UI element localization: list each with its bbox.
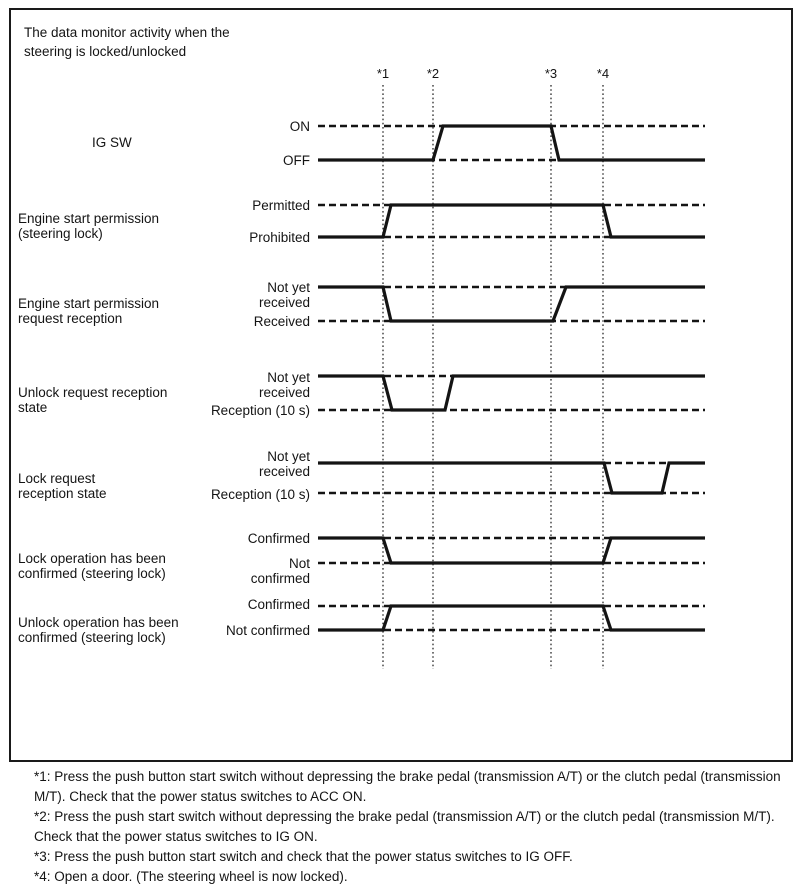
unlock-request-reception-state-level-label-0: [259, 370, 310, 400]
engine-start-permission-request-reception-label: [18, 296, 159, 326]
footnotes: [34, 767, 798, 887]
engine-start-permission-request-reception-level-label-1: [254, 314, 310, 329]
unlock-operation-confirmed-level-label-1-line: Not confirmed: [225, 622, 310, 638]
footnote-2-line: *2: Press the push start switch without depressing the brake pedal (transmission A/T) or the clutch pedal (transmission M/T).: [34, 809, 775, 824]
unlock-request-reception-state-trace: [318, 376, 705, 410]
lock-operation-confirmed-level-label-1-line: confirmed: [250, 570, 310, 586]
footnote-1-line: M/T). Check that the power status switches to ACC ON.: [34, 789, 367, 804]
engine-start-permission-request-reception-level-label-0-line: received: [258, 294, 310, 310]
footnote-1-line: *1: Press the push button start switch without depressing the brake pedal (transmission A/T) or the clutch pedal (transmission: [34, 769, 781, 784]
unlock-operation-confirmed-level-label-0-line: Confirmed: [247, 596, 310, 612]
lock-operation-confirmed-level-label-0: [248, 531, 310, 546]
lock-operation-confirmed-label: [18, 551, 166, 581]
unlock-operation-confirmed-level-label-0: [248, 597, 310, 612]
engine-start-permission-label-line: Engine start permission: [18, 210, 160, 226]
engine-start-permission-request-reception-level-label-1-line: Received: [253, 313, 310, 329]
engine-start-permission-label-line: (steering lock): [18, 225, 103, 241]
lock-request-reception-state-level-label-1-line: Reception (10 s): [210, 486, 310, 502]
lock-request-reception-state-level-label-0: [259, 449, 310, 479]
engine-start-permission-request-reception-level-label-0-line: Not yet: [267, 279, 310, 295]
lock-operation-confirmed-level-label-1-line: Not: [288, 555, 310, 571]
timing-marker-label-1: *1: [376, 66, 390, 81]
lock-operation-confirmed-label-line: confirmed (steering lock): [18, 565, 166, 581]
unlock-request-reception-state-level-label-0-line: Not yet: [267, 369, 310, 385]
ig-sw-level-label-0-line: ON: [289, 118, 310, 134]
footnote-2-line: Check that the power status switches to IG ON.: [34, 829, 318, 844]
engine-start-permission-request-reception-label-line: request reception: [18, 310, 123, 326]
engine-start-permission-level-label-0-line: Permitted: [252, 197, 310, 213]
timing-marker-label-2: *2: [426, 66, 440, 81]
lock-operation-confirmed-level-label-1: [251, 556, 310, 586]
lock-request-reception-state-label-line: Lock request: [18, 470, 96, 486]
ig-sw-label: [92, 135, 132, 150]
footnote-3-line: *3: Press the push button start switch and check that the power status switches to IG OFF.: [34, 849, 573, 864]
lock-operation-confirmed-level-label-0-line: Confirmed: [247, 530, 310, 546]
unlock-request-reception-state-label-line: state: [18, 399, 48, 415]
lock-request-reception-state-level-label-0-line: received: [258, 463, 310, 479]
unlock-operation-confirmed-label: [18, 615, 179, 645]
lock-operation-confirmed-trace: [318, 538, 705, 563]
lock-request-reception-state-level-label-0-line: Not yet: [267, 448, 310, 464]
engine-start-permission-request-reception-label-line: Engine start permission: [18, 295, 160, 311]
engine-start-permission-level-label-1-line: Prohibited: [249, 229, 310, 245]
lock-operation-confirmed-label-line: Lock operation has been: [18, 550, 166, 566]
unlock-operation-confirmed-label-line: Unlock operation has been: [18, 614, 179, 630]
ig-sw-label-line: IG SW: [92, 134, 132, 150]
engine-start-permission-label: [18, 211, 159, 241]
ig-sw-level-label-1-line: OFF: [283, 152, 310, 168]
engine-start-permission-level-label-0: [252, 198, 310, 213]
lock-request-reception-state-trace: [318, 463, 705, 493]
unlock-operation-confirmed-label-line: confirmed (steering lock): [18, 629, 166, 645]
unlock-request-reception-state-level-label-1-line: Reception (10 s): [210, 402, 310, 418]
unlock-operation-confirmed-trace: [318, 606, 705, 630]
ig-sw-trace: [318, 126, 705, 160]
unlock-request-reception-state-label: [18, 385, 167, 415]
unlock-request-reception-state-level-label-0-line: received: [258, 384, 310, 400]
lock-request-reception-state-level-label-1: [211, 487, 310, 502]
engine-start-permission-trace: [318, 205, 705, 237]
unlock-operation-confirmed-level-label-1: [226, 623, 310, 638]
timing-marker-label-4: *4: [596, 66, 610, 81]
ig-sw-level-label-1: [283, 153, 310, 168]
engine-start-permission-level-label-1: [249, 230, 310, 245]
unlock-request-reception-state-level-label-1: [211, 403, 310, 418]
unlock-request-reception-state-label-line: Unlock request reception: [18, 384, 168, 400]
timing-marker-label-3: *3: [544, 66, 558, 81]
lock-request-reception-state-label-line: reception state: [18, 485, 107, 501]
diagram-title-line-1: The data monitor activity when the: [24, 25, 230, 40]
engine-start-permission-request-reception-level-label-0: [259, 280, 310, 310]
footnote-4-line: *4: Open a door. (The steering wheel is now locked).: [34, 869, 348, 884]
ig-sw-level-label-0: [290, 119, 310, 134]
engine-start-permission-request-reception-trace: [318, 287, 705, 321]
lock-request-reception-state-label: [18, 471, 107, 501]
diagram-title-line-2: steering is locked/unlocked: [24, 44, 187, 59]
